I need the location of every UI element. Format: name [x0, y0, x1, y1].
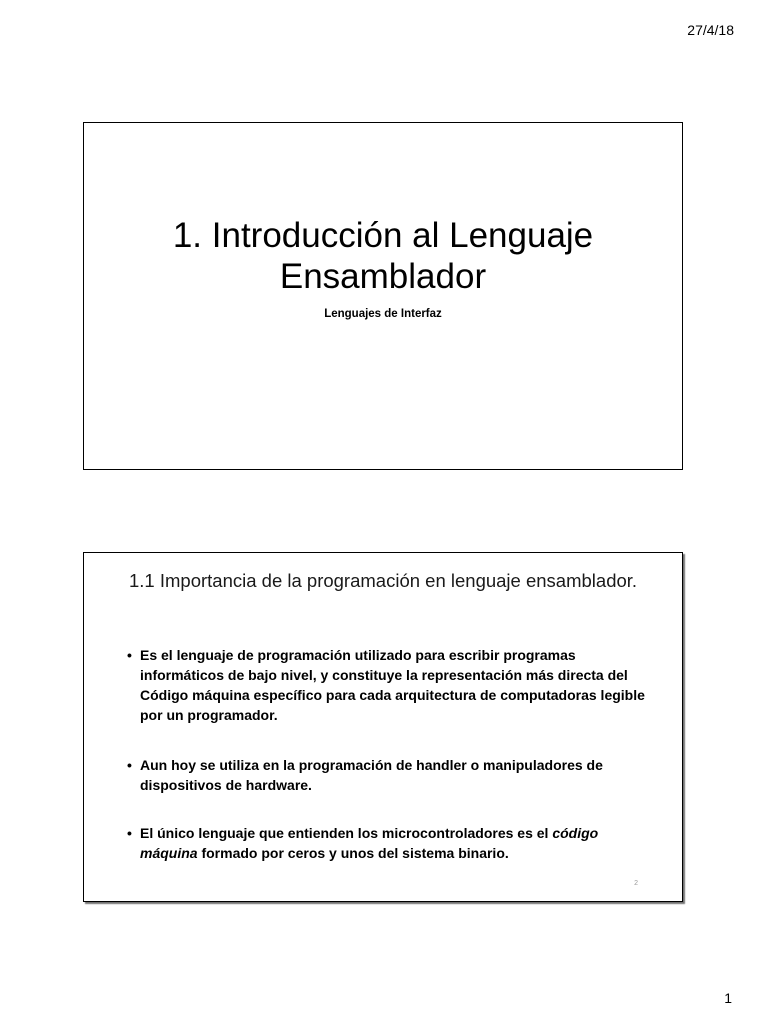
bullet-1-text: Es el lenguaje de programación utilizado para escribir programas informáticos de bajo nivel, y constituye la representación más directa del Código máquina específico para cada arquitectura de computadoras legible por un programador. — [140, 647, 645, 723]
bullet-item — [127, 823, 654, 863]
slide-2-bullet-list — [127, 645, 654, 863]
slide-2 — [83, 552, 683, 902]
bullet-item — [127, 645, 654, 725]
slide-1-title-line-1: 1. Introducción al Lenguaje — [172, 216, 594, 255]
slide-1-subtitle: Lenguajes de Interfaz — [324, 308, 442, 320]
slide-1-title — [84, 215, 682, 297]
bullet-3-emphasis: código máquina — [140, 825, 599, 861]
page-number: 1 — [724, 990, 732, 1006]
slide-2-number: 2 — [634, 880, 638, 887]
bullet-2-text: Aun hoy se utiliza en la programación de handler o manipuladores de dispositivos de hardware. — [140, 757, 603, 793]
page-date: 27/4/18 — [687, 22, 734, 38]
bullet-3-text-after: formado por ceros y unos del sistema binario. — [197, 845, 509, 861]
slide-2-title: 1.1 Importancia de la programación en lenguaje ensamblador. — [129, 570, 638, 591]
bullet-3-text-before: El único lenguaje que entienden los microcontroladores es el — [140, 825, 553, 841]
slide-1 — [83, 122, 683, 470]
slide-1-title-line-2: Ensamblador — [279, 257, 487, 296]
bullet-item — [127, 755, 654, 795]
